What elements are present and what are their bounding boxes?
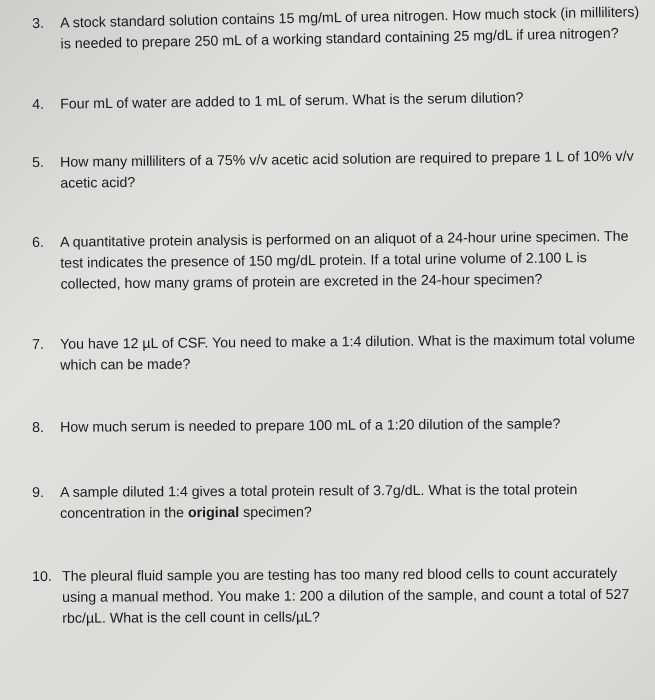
question-text-part: specimen? xyxy=(239,504,312,521)
question-number: 8. xyxy=(32,419,44,436)
emphasized-word: original xyxy=(187,504,240,522)
question-10 xyxy=(32,564,642,630)
question-5 xyxy=(32,147,642,195)
question-number: 7. xyxy=(32,336,45,353)
question-7 xyxy=(32,330,642,377)
question-number: 6. xyxy=(32,234,45,251)
question-text: You have 12 µL of CSF. You need to make a 1:4 dilution. What is the maximum total volume which can be made? xyxy=(60,331,636,374)
question-text: How much serum is needed to prepare 100 mL of a 1:20 dilution of the sample? xyxy=(60,416,561,436)
question-text: How many milliliters of a 75% v/v acetic acid solution are required to prepare 1 L of 10% v/v acetic acid? xyxy=(60,148,634,192)
question-number: 3. xyxy=(32,15,45,32)
question-9 xyxy=(32,480,642,525)
question-text xyxy=(60,480,642,525)
question-4 xyxy=(32,86,642,116)
question-number: 10. xyxy=(32,568,52,585)
question-8 xyxy=(32,414,642,439)
question-text-part: A sample diluted 1:4 gives a total protein result of 3.7g/dL. What is the total protein concentration in the xyxy=(60,482,578,522)
question-text: Four mL of water are added to 1 mL of serum. What is the serum dilution? xyxy=(60,90,524,113)
question-text: A stock standard solution contains 15 mg/mL of urea nitrogen. How much stock (in milliliters) is needed to prepare 250 mL of a working standard containing 25 mg/dL if urea nitrogen? xyxy=(60,4,640,53)
question-6 xyxy=(32,227,643,296)
question-number: 9. xyxy=(32,484,44,501)
question-text: The pleural fluid sample you are testing has too many red blood cells to count accurately using a manual method. You make 1: 200 a dilution of the sample, and count a total of 527 rbc/µL. What is the cell count in cells/µL? xyxy=(62,565,630,627)
question-text: A quantitative protein analysis is performed on an aliquot of a 24-hour urine specimen. The test indicates the presence of 150 mg/dL protein. If a total urine volume of 2.100 L is collected, how many grams of protein are excreted in the 24-hour specimen? xyxy=(60,228,629,293)
question-number: 4. xyxy=(32,96,45,113)
question-number: 5. xyxy=(32,154,45,171)
question-3 xyxy=(32,2,643,56)
